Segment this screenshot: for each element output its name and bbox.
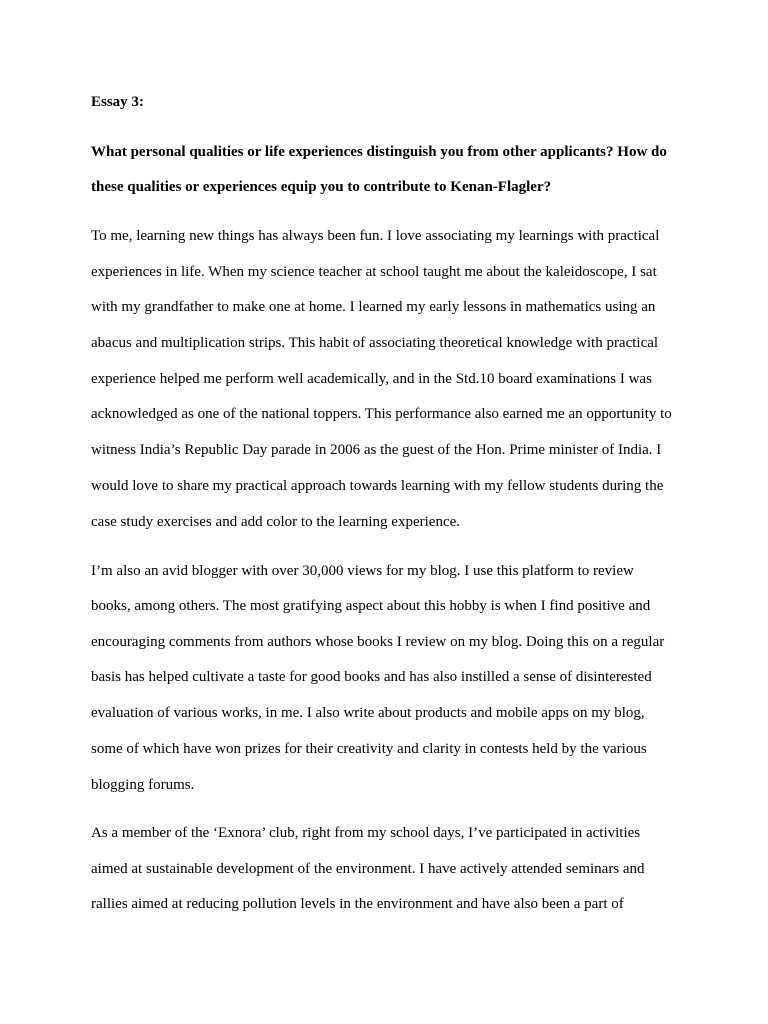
paragraph-line: encouraging comments from authors whose books I review on my blog. Doing this on a regular: [91, 634, 665, 650]
paragraph-line: I’m also an avid blogger with over 30,000 views for my blog. I use this platform to review: [91, 563, 634, 579]
essay-title: Essay 3:: [91, 94, 144, 110]
paragraph-line: acknowledged as one of the national toppers. This performance also earned me an opportunity to: [91, 406, 672, 422]
paragraph-line: To me, learning new things has always been fun. I love associating my learnings with practical: [91, 228, 660, 244]
paragraph-line: As a member of the ‘Exnora’ club, right from my school days, I’ve participated in activities: [91, 825, 641, 841]
paragraph-line: books, among others. The most gratifying aspect about this hobby is when I find positive and: [91, 598, 651, 614]
question-line: these qualities or experiences equip you to contribute to Kenan-Flagler?: [91, 179, 552, 195]
paragraph-line: case study exercises and add color to the learning experience.: [91, 514, 461, 530]
paragraph-line: blogging forums.: [91, 777, 195, 793]
paragraph-line: basis has helped cultivate a taste for good books and has also instilled a sense of disinterested: [91, 669, 652, 685]
paragraph-line: evaluation of various works, in me. I also write about products and mobile apps on my blog,: [91, 705, 645, 721]
question-line: What personal qualities or life experiences distinguish you from other applicants? How do: [91, 144, 667, 160]
paragraph-line: some of which have won prizes for their creativity and clarity in contests held by the various: [91, 741, 647, 757]
paragraph-line: aimed at sustainable development of the environment. I have actively attended seminars and: [91, 861, 645, 877]
paragraph-line: witness India’s Republic Day parade in 2006 as the guest of the Hon. Prime minister of India. I: [91, 442, 662, 458]
paragraph-line: would love to share my practical approach towards learning with my fellow students during the: [91, 478, 664, 494]
paragraph-line: abacus and multiplication strips. This habit of associating theoretical knowledge with practical: [91, 335, 659, 351]
paragraph-line: experience helped me perform well academically, and in the Std.10 board examinations I was: [91, 371, 652, 387]
paragraph-line: rallies aimed at reducing pollution levels in the environment and have also been a part of: [91, 896, 624, 912]
paragraph-line: experiences in life. When my science teacher at school taught me about the kaleidoscope, I sat: [91, 264, 657, 280]
paragraph-line: with my grandfather to make one at home. I learned my early lessons in mathematics using an: [91, 299, 656, 315]
